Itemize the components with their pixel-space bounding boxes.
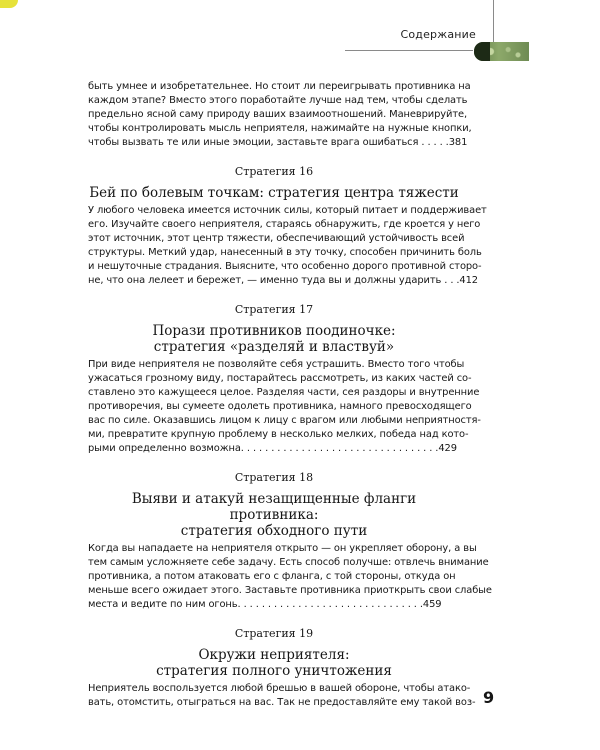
running-head: Содержание <box>400 28 476 41</box>
corner-accent <box>0 0 18 8</box>
strategy-title: Бей по болевым точкам: стратегия центра тяжести <box>89 185 459 201</box>
strategy-label: Стратегия 16 <box>234 165 314 178</box>
strategy-title: Выяви и атакуй незащищенные фланги противника: стратегия обходного пути <box>131 491 417 539</box>
strategy-18 <box>88 471 492 612</box>
page-number: 9 <box>483 688 495 707</box>
strategy-description: Когда вы нападаете на неприятеля открыто — он укрепляет оборону, а вы тем самым усложняете себе задачу. Есть способ получше: отвлечь внимание противника, а потом атаковать его с фланга, с той стороны, откуда он меньше всего ожидает этого. Заставьте противника приоткрыть свои слабые места и ведите по ним огонь. . . . . . . . . . . . . . . . . . . . . . . . . . . . . . .459 <box>88 543 492 610</box>
strategy-17 <box>88 303 481 456</box>
strategy-description: При виде неприятеля не позволяйте себя устрашить. Вместо того чтобы ужасаться грозному виду, постарайтесь рассмотреть, из каких частей со- ставлено это кажущееся целое. Разделяя части, сея раздоры и внутренние противоречия, вы сумеете одолеть противника, намного превосходящего вас по силе. Оказавшись лицом к лицу с врагом или любыми неприятностя- ми, превратите крупную проблему в несколько мелких, победа над кото- рыми определенно возможна. . . . . . . . . . . . . . . . . . . . . . . . . . . . . . . . .429 <box>88 359 481 454</box>
strategy-description: У любого человека имеется источник силы, который питает и поддерживает его. Изучайте своего неприятеля, стараясь обнаружить, где кроется у него этот источник, этот центр тяжести, обеспечивающий устойчивость всей структуры. Меткий удар, нанесенный в эту точку, способен причинить боль и нешуточные страдания. Выясните, что особенно дорого противной сторо- не, что она лелеет и бережет, — именно туда вы и должны ударить . . .412 <box>88 205 487 286</box>
header-rule <box>345 50 473 51</box>
strategy-title: Порази противников поодиночке: стратегия «разделяй и властвуй» <box>152 323 396 355</box>
strategy-label: Стратегия 18 <box>234 471 314 484</box>
strategy-label: Стратегия 19 <box>234 627 314 640</box>
contents-list <box>88 80 492 710</box>
strategy-19 <box>88 627 476 710</box>
strategy-description: Неприятель воспользуется любой брешью в вашей обороне, чтобы атако- вать, отомстить, отыграться на вас. Так не предоставляйте ему такой воз- <box>88 683 476 708</box>
strategy-16 <box>88 165 487 288</box>
intro-paragraph: быть умнее и изобретательнее. Но стоит ли переигрывать противника на каждом этапе? Вместо этого поработайте лучше над тем, чтобы сделать предельно ясной саму природу ваших взаимоотношений. Маневрируйте, чтобы контролировать мысль неприятеля, нажимайте на нужные кнопки, чтобы вызвать те или иные эмоции, заставьте врага ошибаться . . . . .381 <box>88 81 472 148</box>
strategy-title: Окружи неприятеля: стратегия полного уничтожения <box>156 647 392 679</box>
header-decoration-dark <box>474 42 490 61</box>
strategy-label: Стратегия 17 <box>234 303 314 316</box>
